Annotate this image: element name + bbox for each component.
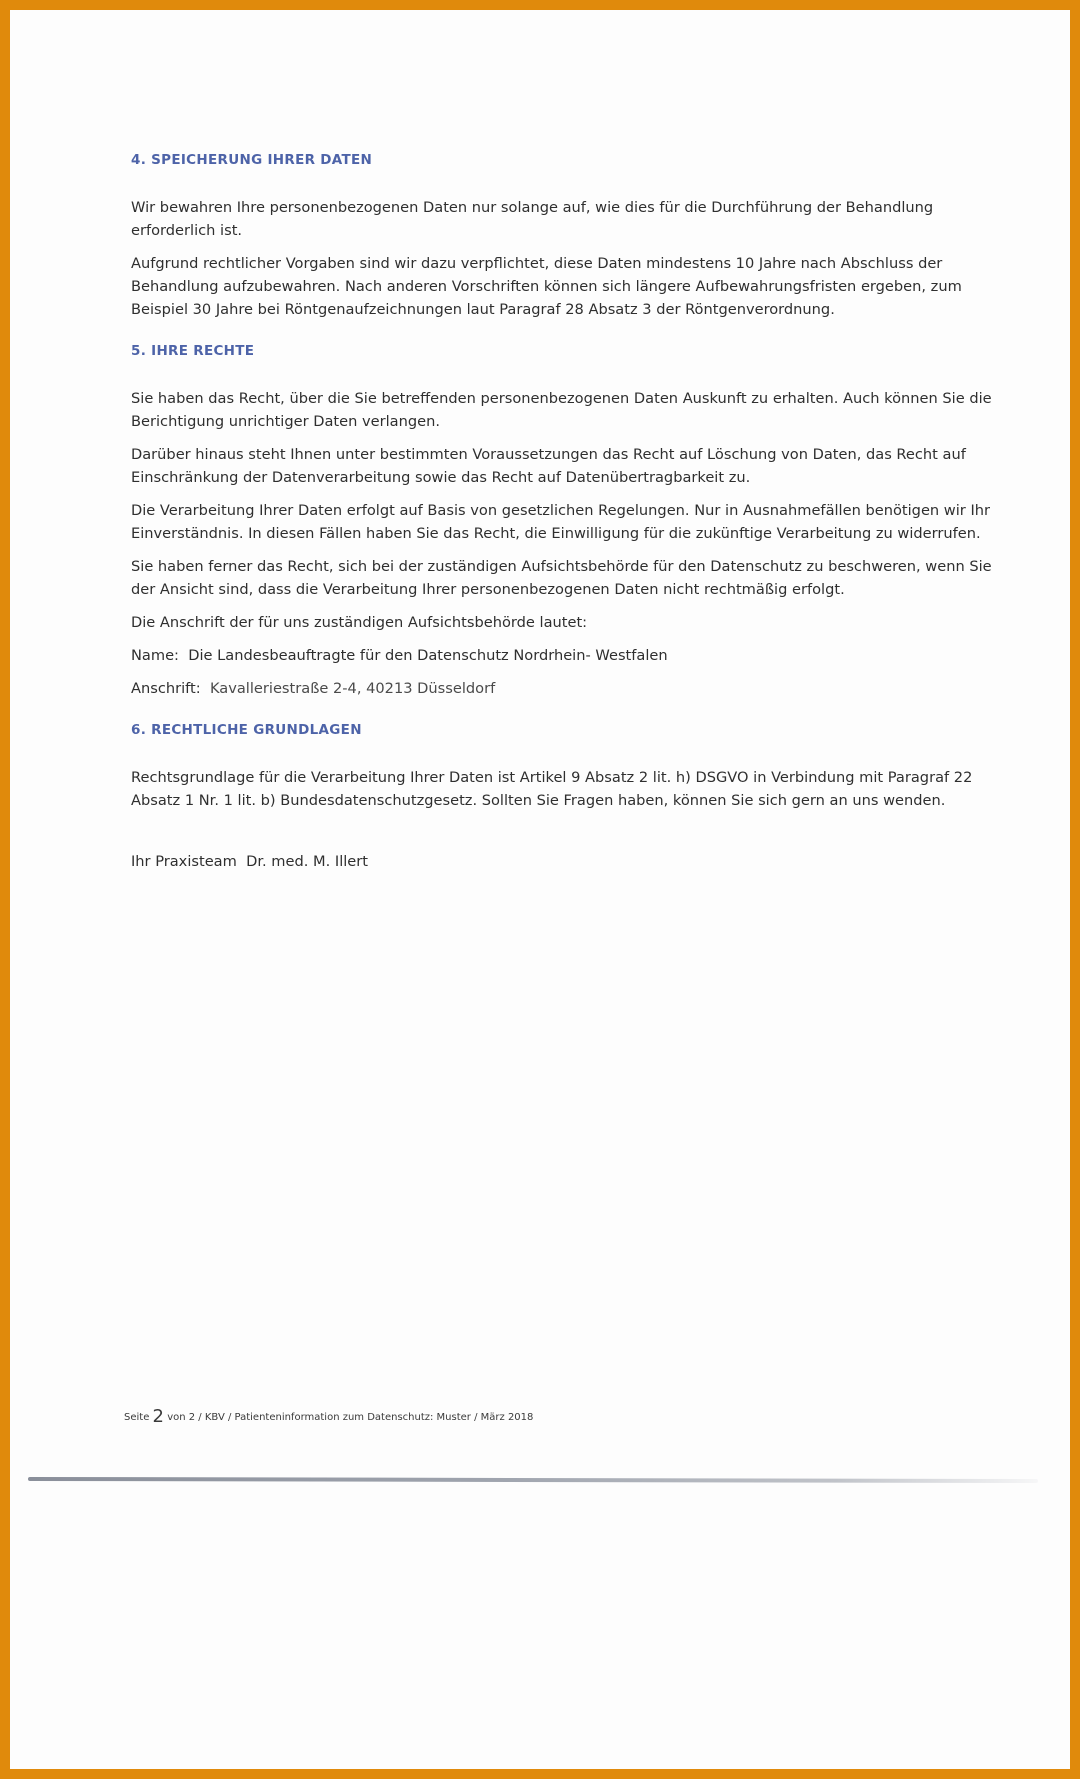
rights-paragraph-4: Sie haben ferner das Recht, sich bei der zuständigen Aufsichtsbehörde für den Datenschutz zu beschweren, wenn Sie der Ansicht sind, dass die Verarbeitung Ihrer personenbezogenen Daten nicht rechtmäßig erfolgt. <box>131 558 992 598</box>
signature-line: Ihr Praxisteam Dr. med. M. Illert <box>131 853 369 870</box>
footer-suffix: von 2 / KBV / Patienteninformation zum Datenschutz: Muster / März 2018 <box>167 1412 534 1423</box>
scan-shadow-divider <box>28 1477 1038 1483</box>
rights-paragraph-5: Die Anschrift der für uns zuständigen Aufsichtsbehörde lautet: <box>131 614 588 631</box>
footer-page-number: 2 <box>152 1406 164 1427</box>
page-footer <box>124 1406 533 1427</box>
footer-prefix: Seite <box>124 1412 150 1423</box>
rights-paragraph-1: Sie haben das Recht, über die Sie betreffenden personenbezogenen Daten Auskunft zu erhalten. Auch können Sie die Berichtigung unrichtiger Daten verlangen. <box>131 390 992 430</box>
storage-paragraph-1: Wir bewahren Ihre personenbezogenen Daten nur solange auf, wie dies für die Durchführung der Behandlung erforderlich ist. <box>131 199 934 239</box>
section-heading-rights: 5. IHRE RECHTE <box>131 343 255 359</box>
section-heading-storage: 4. SPEICHERUNG IHRER DATEN <box>131 152 373 168</box>
document-page <box>10 10 1070 1769</box>
authority-name-line <box>131 644 999 667</box>
authority-address-value: Kavalleriestraße 2-4, 40213 Düsseldorf <box>209 680 496 697</box>
authority-name-label: Name: <box>131 647 179 664</box>
document-body <box>131 150 999 873</box>
authority-address-label: Anschrift: <box>131 680 201 697</box>
legal-paragraph-1: Rechtsgrundlage für die Verarbeitung Ihrer Daten ist Artikel 9 Absatz 2 lit. h) DSGVO in Verbindung mit Paragraf 22 Absatz 1 Nr. 1 lit. b) Bundesdatenschutzgesetz. Sollten Sie Fragen haben, können Sie sich gern an uns wenden. <box>131 769 973 809</box>
rights-paragraph-3: Die Verarbeitung Ihrer Daten erfolgt auf Basis von gesetzlichen Regelungen. Nur in Ausnahmefällen benötigen wir Ihr Einverständnis. In diesen Fällen haben Sie das Recht, die Einwilligung für die zukünftige Verarbeitung zu widerrufen. <box>131 502 990 542</box>
section-heading-legal: 6. RECHTLICHE GRUNDLAGEN <box>131 722 362 738</box>
authority-name-value: Die Landesbeauftragte für den Datenschutz Nordrhein- Westfalen <box>188 647 668 664</box>
authority-address-line <box>131 677 999 700</box>
rights-paragraph-2: Darüber hinaus steht Ihnen unter bestimmten Voraussetzungen das Recht auf Löschung von Daten, das Recht auf Einschränkung der Datenverarbeitung sowie das Recht auf Datenübertragbarkeit zu. <box>131 446 966 486</box>
storage-paragraph-2: Aufgrund rechtlicher Vorgaben sind wir dazu verpflichtet, diese Daten mindestens 10 Jahre nach Abschluss der Behandlung aufzubewahren. Nach anderen Vorschriften können sich längere Aufbewahrungsfristen ergeben, zum Beispiel 30 Jahre bei Röntgenaufzeichnungen laut Paragraf 28 Absatz 3 der Röntgenverordnung. <box>131 255 962 318</box>
